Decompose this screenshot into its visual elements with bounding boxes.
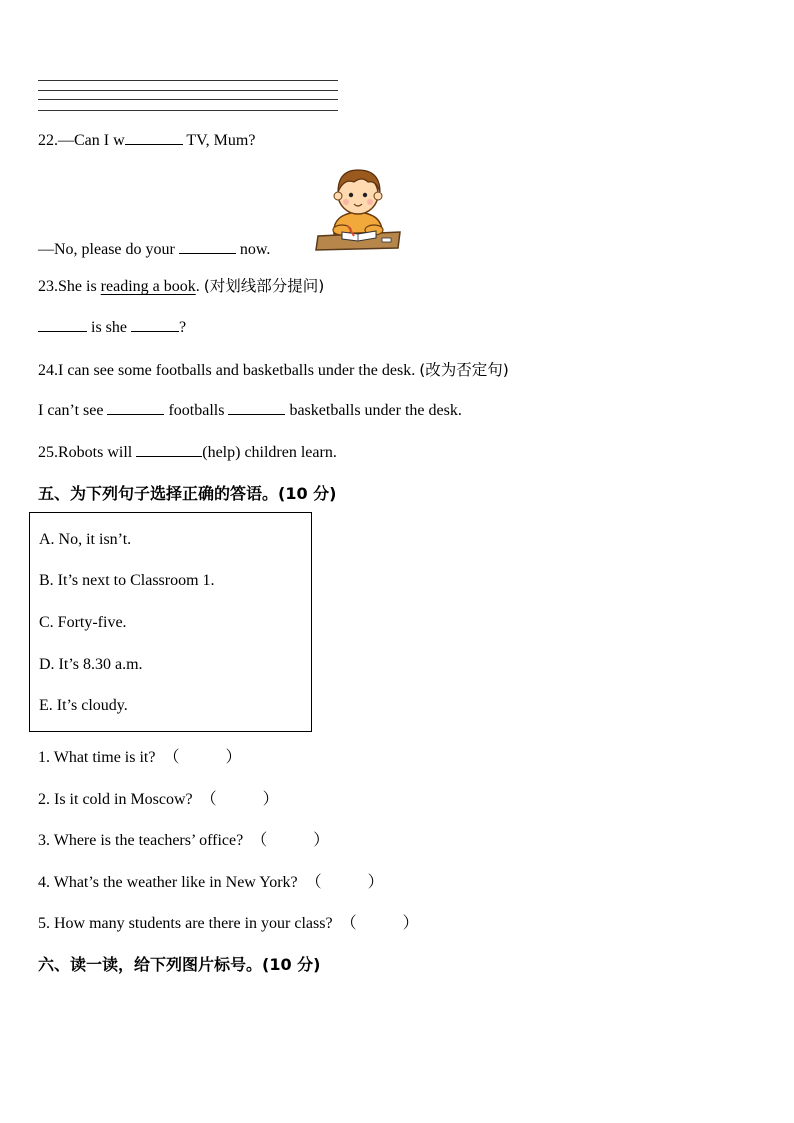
q22-blank-2[interactable] [179,239,236,254]
option-c: C. Forty-five. [39,614,127,631]
q23-suffix: . [195,278,204,295]
q25-line [38,442,337,462]
answer-paren-3[interactable]: （ ） [251,832,330,849]
q24-line [38,358,509,380]
q23-answer-line [38,317,186,337]
q24-answer-b: footballs [168,402,225,419]
writing-line-3 [38,99,338,100]
writing-line-4 [38,110,338,111]
writing-line-1 [38,80,338,81]
q23-line [38,274,324,296]
answer-paren-2[interactable]: （ ） [200,791,279,808]
answer-paren-1[interactable]: （ ） [163,749,242,766]
s5-question-2 [38,786,279,809]
q25-blank[interactable] [136,442,202,457]
q24-text: 24.I can see some footballs and basketballs under the desk. [38,362,420,379]
option-d: D. It’s 8.30 a.m. [39,656,143,673]
options-box [29,512,312,732]
q22-reply-prefix: —No, please do your [38,241,175,258]
s5-question-text: 5. How many students are there in your class? [38,915,333,932]
q24-blank-2[interactable] [228,400,285,415]
q22-line [38,130,255,150]
q24-answer-c: basketballs under the desk. [289,402,462,419]
q23-answer-mid: is she [91,319,127,336]
q24-answer-a: I can’t see [38,402,104,419]
q23-instruction: (对划线部分提问) [203,277,325,295]
q22-blank-1[interactable] [125,130,183,145]
q24-instruction: (改为否定句) [419,361,509,379]
s5-question-text: 4. What’s the weather like in New York? [38,874,298,891]
q22-prefix: 22.—Can I w [38,132,125,149]
q24-answer-line [38,400,462,420]
q23-answer-end: ? [179,319,187,336]
q23-underlined-phrase: reading a book [100,278,196,295]
q24-blank-1[interactable] [107,400,164,415]
answer-paren-5[interactable]: （ ） [340,915,419,932]
option-b: B. It’s next to Classroom 1. [39,572,215,589]
q25-suffix: (help) children learn. [202,444,337,461]
s5-question-text: 3. Where is the teachers’ office? [38,832,244,849]
q23-prefix: 23.She is [38,278,101,295]
s5-question-text: 1. What time is it? [38,749,156,766]
option-e: E. It’s cloudy. [39,697,128,714]
q25-prefix: 25.Robots will [38,444,133,461]
boy-homework-illustration [312,164,404,254]
s5-question-5 [38,910,419,933]
s5-question-4 [38,869,384,892]
q22-reply-line [38,239,270,259]
s5-question-text: 2. Is it cold in Moscow? [38,791,193,808]
writing-line-2 [38,90,338,91]
q22-suffix: TV, Mum? [186,132,256,149]
s5-question-3 [38,827,329,850]
q23-blank-1[interactable] [38,317,87,332]
q23-blank-2[interactable] [131,317,179,332]
answer-paren-4[interactable]: （ ） [305,874,384,891]
q22-reply-suffix: now. [239,241,271,258]
option-a: A. No, it isn’t. [39,531,132,548]
section6-title: 六、读一读，给下列图片标号。(10 分) [38,955,321,974]
s5-question-1 [38,744,242,767]
section5-title: 五、为下列句子选择正确的答语。(10 分) [38,484,337,503]
